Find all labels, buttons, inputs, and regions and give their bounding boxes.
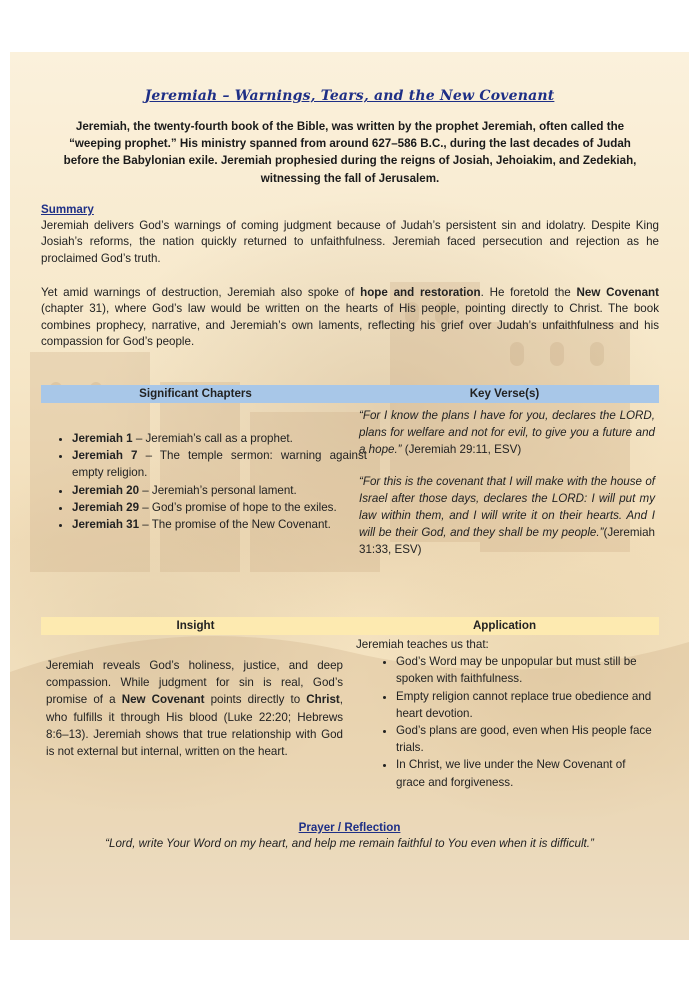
list-item: • Empty religion cannot replace true obedience and heart devotion. <box>396 688 656 722</box>
application-list <box>356 653 656 791</box>
page-title: Jeremiah – Warnings, Tears, and the New Covenant <box>144 88 555 104</box>
key-verses <box>359 407 655 573</box>
chapter-ref: Jeremiah 7 <box>72 449 138 463</box>
para2-text-a: Yet amid warnings of destruction, Jeremiah also spoke of <box>41 286 361 299</box>
list-item: • God’s Word may be unpopular but must still be spoken with faithfulness. <box>396 653 656 687</box>
list-item <box>72 430 367 447</box>
intro-paragraph: Jeremiah, the twenty-fourth book of the Bible, was written by the prophet Jeremiah, often called the “weeping prophet.” His ministry spanned from around 627–586 B.C., during the last decades of Judah before the Babylonian exile. Jeremiah prophesied during the reigns of Josiah, Jehoiakim, and Zedekiah, witnessing the fall of Jerusalem. <box>63 120 637 185</box>
summary-paragraph-1: Jeremiah delivers God’s warnings of coming judgment because of Judah’s persistent sin and idolatry. Despite King Josiah’s reforms, the nation quickly returned to unfaithfulness. Jeremiah faced persecution and rejection as he proclaimed God’s truth. <box>41 219 659 265</box>
insight-text-2: points directly to <box>204 693 307 707</box>
verses-header: Key Verse(s) <box>350 385 659 403</box>
chapter-ref: Jeremiah 20 <box>72 483 140 497</box>
verse-quote: “For I know the plans I have for you, declares the LORD, plans for welfare and not for evil, to give you a future and a hope.” <box>359 409 655 457</box>
document-content <box>10 52 689 940</box>
summary-paragraph-2 <box>41 285 659 351</box>
list-item <box>72 482 367 499</box>
para2-text-c: . He foretold the <box>480 286 577 299</box>
insight-text <box>46 657 343 760</box>
verse-reference: (Jeremiah 29:11, ESV) <box>401 443 522 457</box>
prayer-text: “Lord, write Your Word on my heart, and help me remain faithful to You even when it is difficult.” <box>105 837 594 850</box>
chapter-text: – God’s promise of hope to the exiles. <box>139 500 337 514</box>
chapter-ref: Jeremiah 29 <box>72 500 140 514</box>
prayer-heading: Prayer / Reflection <box>298 821 401 834</box>
list-item <box>72 516 367 533</box>
chapter-ref: Jeremiah 1 <box>72 432 133 445</box>
para2-text-e: (chapter 31), where God’s law would be written on the hearts of His people, pointing directly to Christ. The book combines prophecy, narrative, and Jeremiah’s own laments, reflecting his grief over Judah’s unfaithfulness and his compassion for God’s people. <box>41 302 659 349</box>
list-item <box>72 499 367 516</box>
key-verse-1 <box>359 407 655 459</box>
insight-text-1: Jeremiah reveals God’s holiness, justice, and deep compassion. While judgment for sin is real, God’s promise of a <box>46 659 343 707</box>
list-item <box>72 447 367 481</box>
insight-text-3: , who fulfills it through His blood (Luke 22:20; Hebrews 8:6–13). Jeremiah shows that true relationship with God is not external but internal, written on the heart. <box>46 693 344 759</box>
insight-bold-christ: Christ <box>306 693 340 707</box>
key-verse-2 <box>359 473 655 559</box>
insight-bold-covenant: New Covenant <box>121 693 205 707</box>
chapters-list <box>54 430 367 533</box>
application-header: Application <box>350 617 659 635</box>
application-lead: Jeremiah teaches us that: <box>356 638 489 651</box>
list-item: • God’s plans are good, even when His people face trials. <box>396 722 656 756</box>
chapter-text: – The promise of the New Covenant. <box>139 518 331 532</box>
insight-header: Insight <box>41 617 350 635</box>
list-item: • In Christ, we live under the New Covenant of grace and forgiveness. <box>396 756 656 790</box>
application-section <box>356 636 656 791</box>
chapters-header: Significant Chapters <box>41 385 350 403</box>
chapter-text: – The temple sermon: warning against empty religion. <box>72 449 367 480</box>
verse-quote: “For this is the covenant that I will make with the house of Israel after those days, declares the LORD: I will put my law within them, and I will write it on their hearts. And I will be their God, and they shall be my people.” <box>359 474 655 540</box>
verse-reference: (Jeremiah 31:33, ESV) <box>359 526 655 557</box>
chapter-ref: Jeremiah 31 <box>72 518 140 532</box>
summary-heading: Summary <box>41 203 94 216</box>
para2-bold-covenant: New Covenant <box>576 286 659 299</box>
para2-bold-hope: hope and restoration <box>360 286 481 299</box>
chapter-text: – Jeremiah’s personal lament. <box>139 483 297 497</box>
page <box>10 52 689 940</box>
chapter-text: – Jeremiah’s call as a prophet. <box>132 432 293 445</box>
